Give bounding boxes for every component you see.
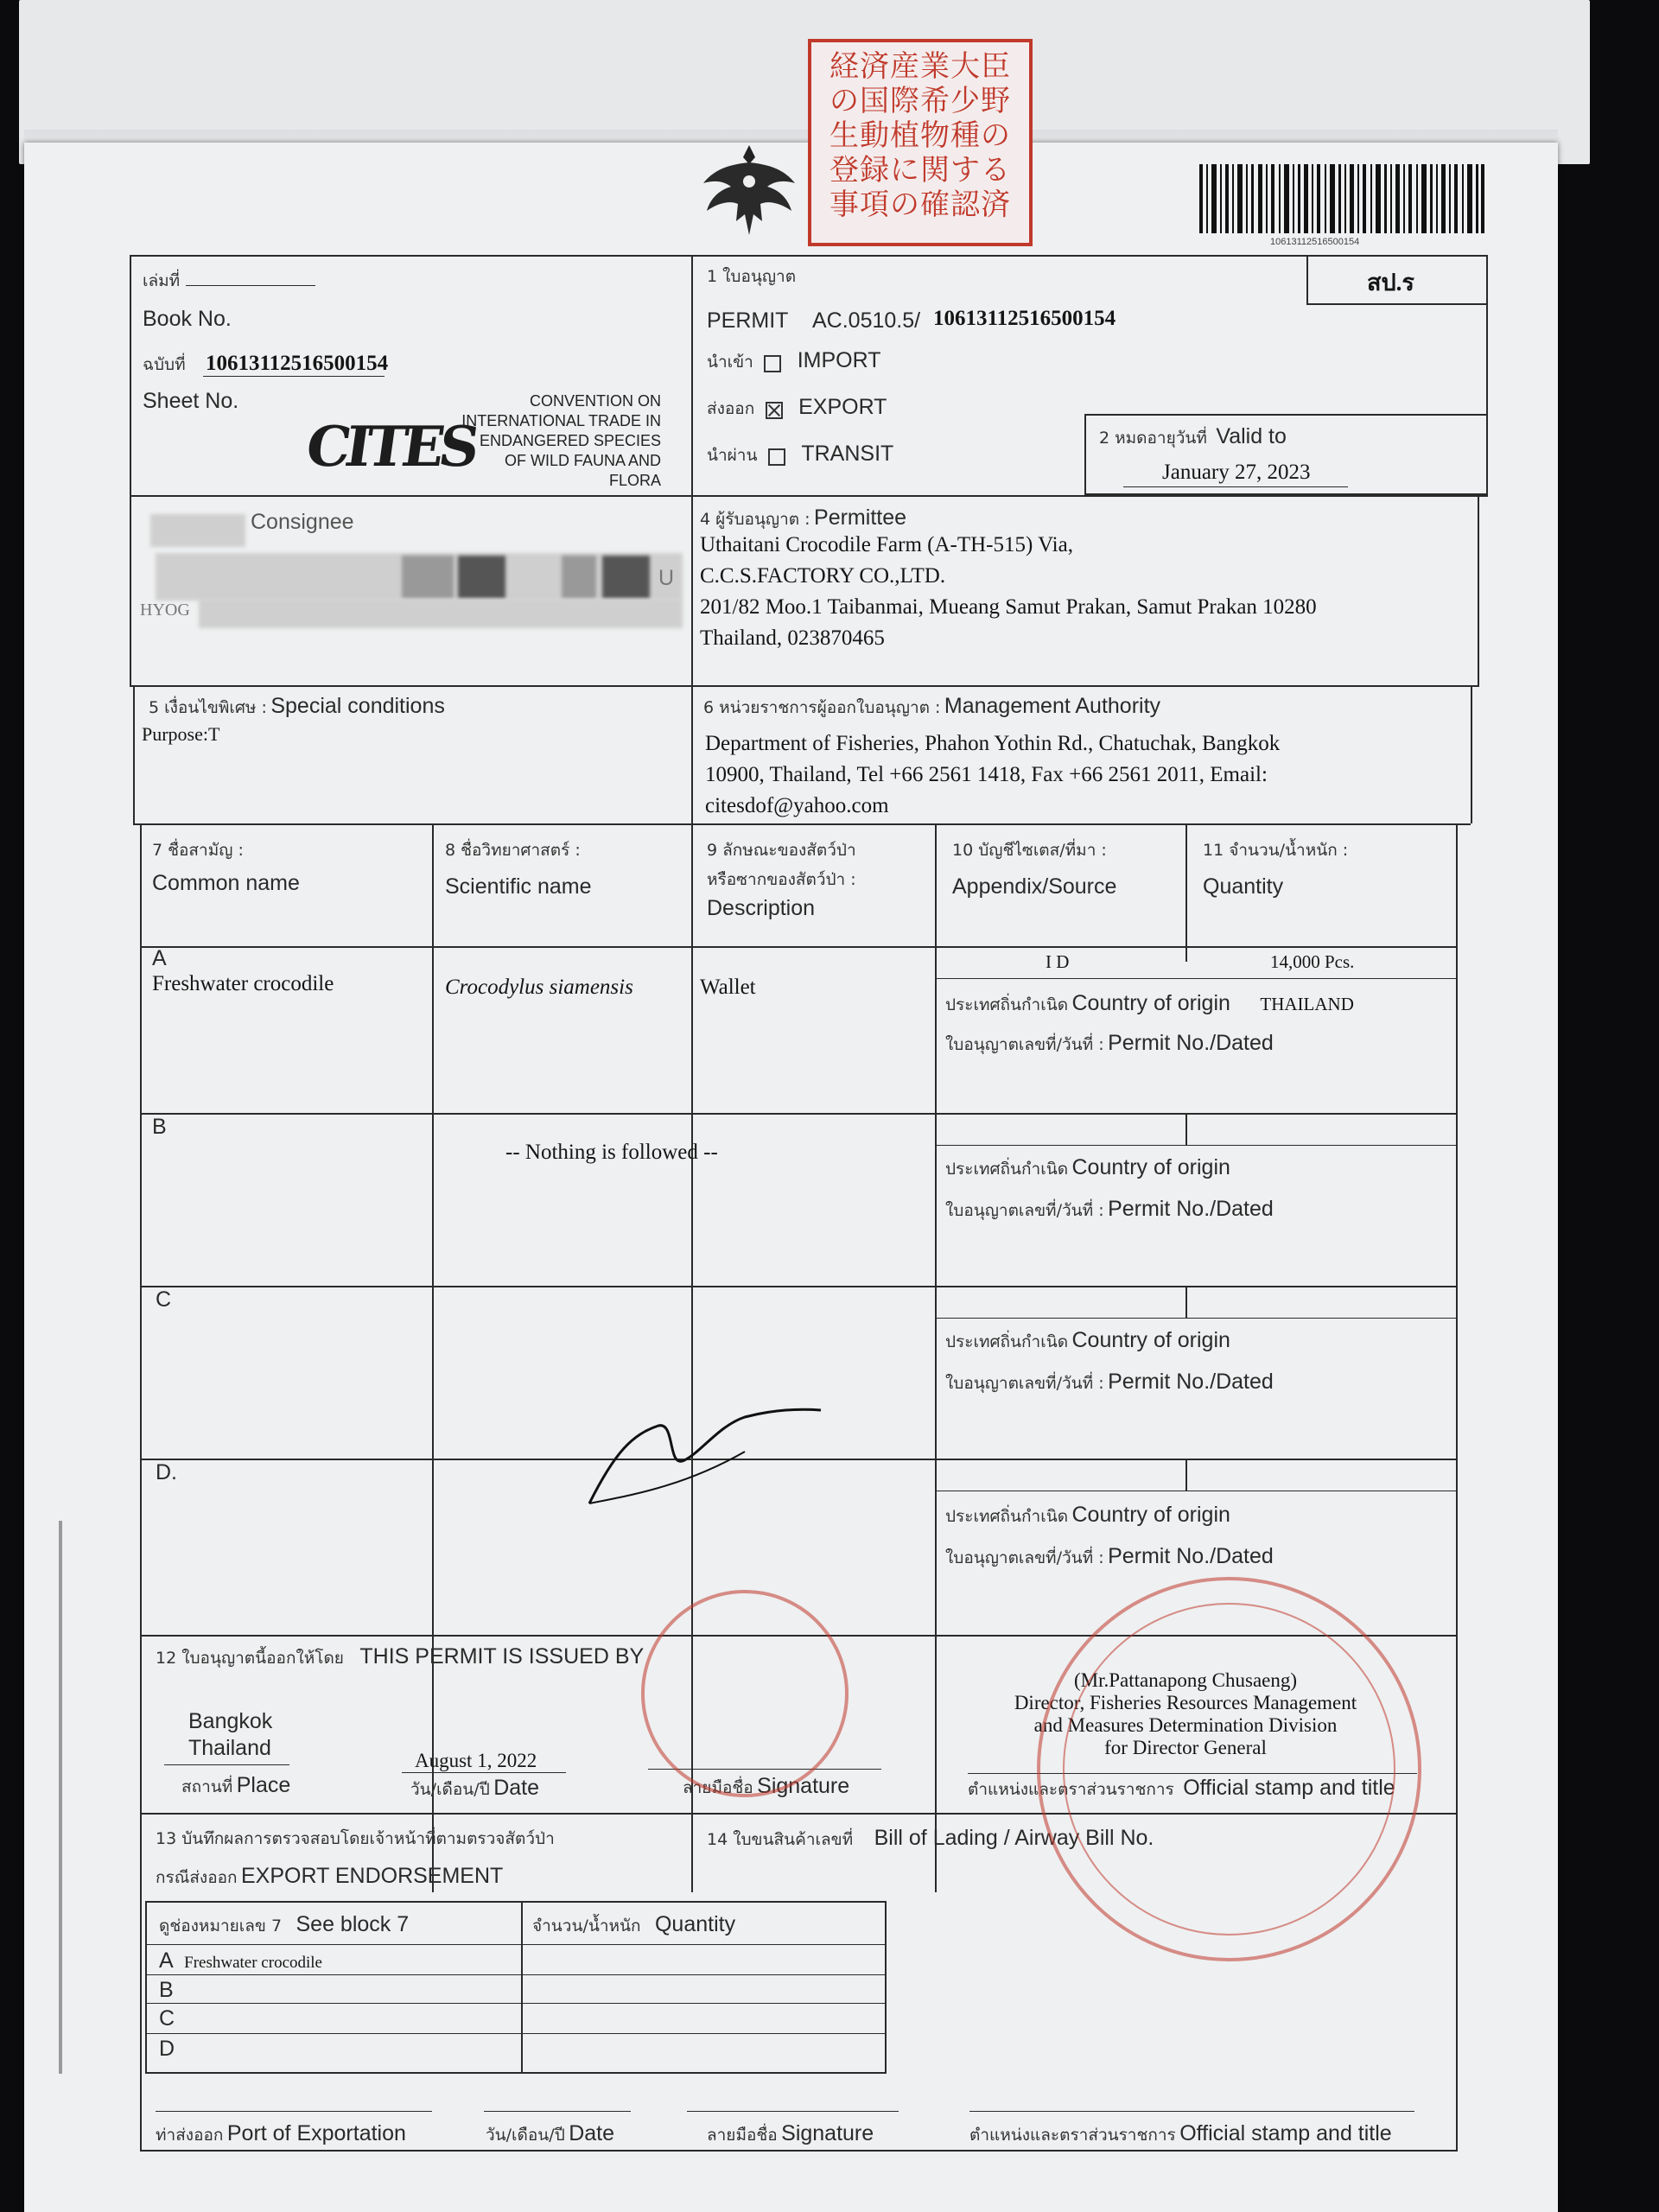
department-seal-small (641, 1590, 849, 1797)
row-a-common-name: Freshwater crocodile (152, 972, 334, 995)
description-th: 9 ลักษณะของสัตว์ป่า (707, 841, 856, 860)
permit-label-th: 1 ใบอนุญาต (707, 267, 797, 286)
export-endorsement-title: กรณีส่งออก EXPORT ENDORSEMENT (156, 1864, 504, 1888)
consignee-partial: U (658, 566, 675, 590)
permittee-line-1: Uthaitani Crocodile Farm (A-TH-515) Via, (700, 533, 1073, 556)
permit-label: PERMIT (707, 308, 789, 333)
row-b-permit-dated: ใบอนุญาตเลขที่/วันที่ : Permit No./Dated (945, 1197, 1274, 1221)
permit-number: 10613112516500154 (933, 307, 1116, 330)
export-option: ส่งออก EXPORT (707, 395, 887, 419)
consignee-partial-2: HYOG (140, 601, 190, 620)
endorsement-row-c: C (159, 2006, 175, 2031)
endorsement-date-label: วัน/เดือน/ปี Date (486, 2121, 615, 2145)
row-a-scientific-name: Crocodylus siamensis (445, 976, 633, 999)
row-a-origin: ประเทศถิ่นกำเนิด Country of origin THAILAND (945, 991, 1354, 1015)
consignee-label: Consignee (251, 510, 354, 534)
cites-convention-text: CONVENTION ON INTERNATIONAL TRADE IN ENDANGERED SPECIES OF WILD FAUNA AND FLORA (461, 392, 661, 489)
see-block-7-header: ดูช่องหมายเลข 7 See block 7 (159, 1912, 410, 1936)
cites-logo: CITES (302, 415, 479, 480)
quantity-th: 11 จำนวน/น้ำหนัก : (1203, 841, 1349, 860)
quantity-header: Quantity (1203, 874, 1284, 899)
endorsement-row-a: A Freshwater crocodile (159, 1948, 322, 1973)
description-header: Description (707, 896, 816, 920)
permit-prefix: AC.0510.5/ (812, 308, 921, 333)
garuda-emblem-icon (698, 138, 800, 242)
stamp-text: 経済産業大臣の国際希少野生動植物種の登録に関する事項の確認済 (830, 49, 1011, 222)
official-stamp-label: ตำแหน่งและตราส่วนราชการ Official stamp and title (968, 1776, 1395, 1800)
endorsement-stamp-label: ตำแหน่งและตราส่วนราชการ Official stamp and title (969, 2121, 1392, 2145)
row-a-permit-dated: ใบอนุญาตเลขที่/วันที่ : Permit No./Dated (945, 1031, 1274, 1055)
date-label: วัน/เดือน/ปี Date (410, 1776, 540, 1800)
transit-option: นำผ่าน TRANSIT (707, 442, 894, 466)
department-seal-large-inner (1063, 1603, 1395, 1936)
description-th-2: หรือซากของสัตว์ป่า : (707, 870, 856, 889)
sheet-label: Sheet No. (143, 389, 239, 413)
row-a-letter: A (152, 946, 167, 970)
common-name-header: Common name (152, 871, 300, 895)
issued-by-label: 12 ใบอนุญาตนี้ออกให้โดย THIS PERMIT IS ISSUED BY (156, 1644, 645, 1669)
book-label: Book No. (143, 307, 232, 331)
book-label-th: เล่มที่ (143, 271, 181, 290)
scientific-name-th: 8 ชื่อวิทยาศาสตร์ : (445, 841, 581, 860)
permittee-line-2: C.C.S.FACTORY CO.,LTD. (700, 564, 946, 588)
permittee-label: 4 ผู้รับอนุญาต : Permittee (700, 505, 907, 530)
import-checkbox (764, 355, 781, 372)
management-authority-label: 6 หน่วยราชการผู้ออกใบอนุญาต : Management Authority (703, 694, 1161, 718)
barcode (1199, 164, 1484, 242)
valid-to-label: 2 หมดอายุวันที่ Valid to (1099, 424, 1287, 448)
permittee-line-3: 201/82 Moo.1 Taibanmai, Mueang Samut Prakan, Samut Prakan 10280 (700, 595, 1317, 619)
issue-date: August 1, 2022 (415, 1750, 537, 1771)
sheet-label-th: ฉบับที่ (143, 355, 186, 374)
nothing-followed-note: -- Nothing is followed -- (505, 1141, 718, 1164)
row-a-quantity: 14,000 Pcs. (1270, 951, 1355, 972)
row-d-origin: ประเทศถิ่นกำเนิด Country of origin (945, 1503, 1230, 1527)
signature-label: ลายมือชื่อ Signature (683, 1774, 850, 1798)
purpose: Purpose:T (142, 723, 220, 745)
common-name-th: 7 ชื่อสามัญ : (152, 841, 244, 860)
scientific-name-header: Scientific name (445, 874, 592, 899)
row-b-letter: B (152, 1115, 167, 1139)
row-d-letter: D. (156, 1460, 177, 1484)
endorsement-quantity-header: จำนวน/น้ำหนัก Quantity (532, 1912, 736, 1936)
form-code: สป.ร (1367, 270, 1414, 296)
row-c-permit-dated: ใบอนุญาตเลขที่/วันที่ : Permit No./Dated (945, 1370, 1274, 1394)
endorsement-row-b: B (159, 1978, 174, 2002)
barcode-number: 10613112516500154 (1270, 237, 1360, 247)
row-b-origin: ประเทศถิ่นกำเนิด Country of origin (945, 1155, 1230, 1179)
special-conditions-label: 5 เงื่อนไขพิเศษ : Special conditions (149, 694, 445, 718)
import-approval-stamp (808, 39, 1033, 246)
permittee-line-4: Thailand, 023870465 (700, 626, 885, 650)
endorsement-row-d: D (159, 2037, 175, 2061)
authority-line-1: Department of Fisheries, Phahon Yothin Rd., Chatuchak, Bangkok (705, 732, 1281, 755)
authority-line-3: citesdof@yahoo.com (705, 794, 889, 817)
cites-permit-form (130, 255, 1491, 2156)
transit-checkbox (768, 448, 785, 466)
official-signature (460, 1400, 823, 1555)
issue-place: Bangkok (188, 1709, 273, 1733)
inspection-label-th: 13 บันทึกผลการตรวจสอบโดยเจ้าหน้าที่ตามตรวจสัตว์ป่า (156, 1829, 555, 1848)
export-checkbox-checked (766, 402, 783, 419)
import-option: นำเข้า IMPORT (707, 348, 881, 372)
authority-line-2: 10900, Thailand, Tel +66 2561 1418, Fax +66 2561 2011, Email: (705, 763, 1268, 786)
sheet-number: 10613112516500154 (206, 352, 389, 375)
appendix-header: Appendix/Source (952, 874, 1117, 899)
row-c-letter: C (156, 1287, 172, 1312)
fold-line (59, 1521, 62, 2074)
official-signatory: (Mr.Pattanapong Chusaeng) Director, Fisheries Resources Management and Measures Determination Division for Director General (1014, 1669, 1357, 1758)
row-a-description: Wallet (700, 976, 756, 999)
row-d-permit-dated: ใบอนุญาตเลขที่/วันที่ : Permit No./Dated (945, 1544, 1274, 1568)
row-c-origin: ประเทศถิ่นกำเนิด Country of origin (945, 1328, 1230, 1352)
bill-of-lading-label: 14 ใบขนสินค้าเลขที่ Bill of Lading / Airway Bill No. (707, 1826, 1154, 1850)
issue-place-2: Thailand (188, 1736, 271, 1760)
valid-to-date: January 27, 2023 (1162, 461, 1311, 484)
port-of-exportation-label: ท่าส่งออก Port of Exportation (156, 2121, 406, 2145)
endorsement-signature-label: ลายมือชื่อ Signature (707, 2121, 874, 2145)
place-label: สถานที่ Place (181, 1773, 291, 1797)
row-a-appendix: I D (1046, 951, 1070, 972)
appendix-th: 10 บัญชีไซเตส/ที่มา : (952, 841, 1107, 860)
